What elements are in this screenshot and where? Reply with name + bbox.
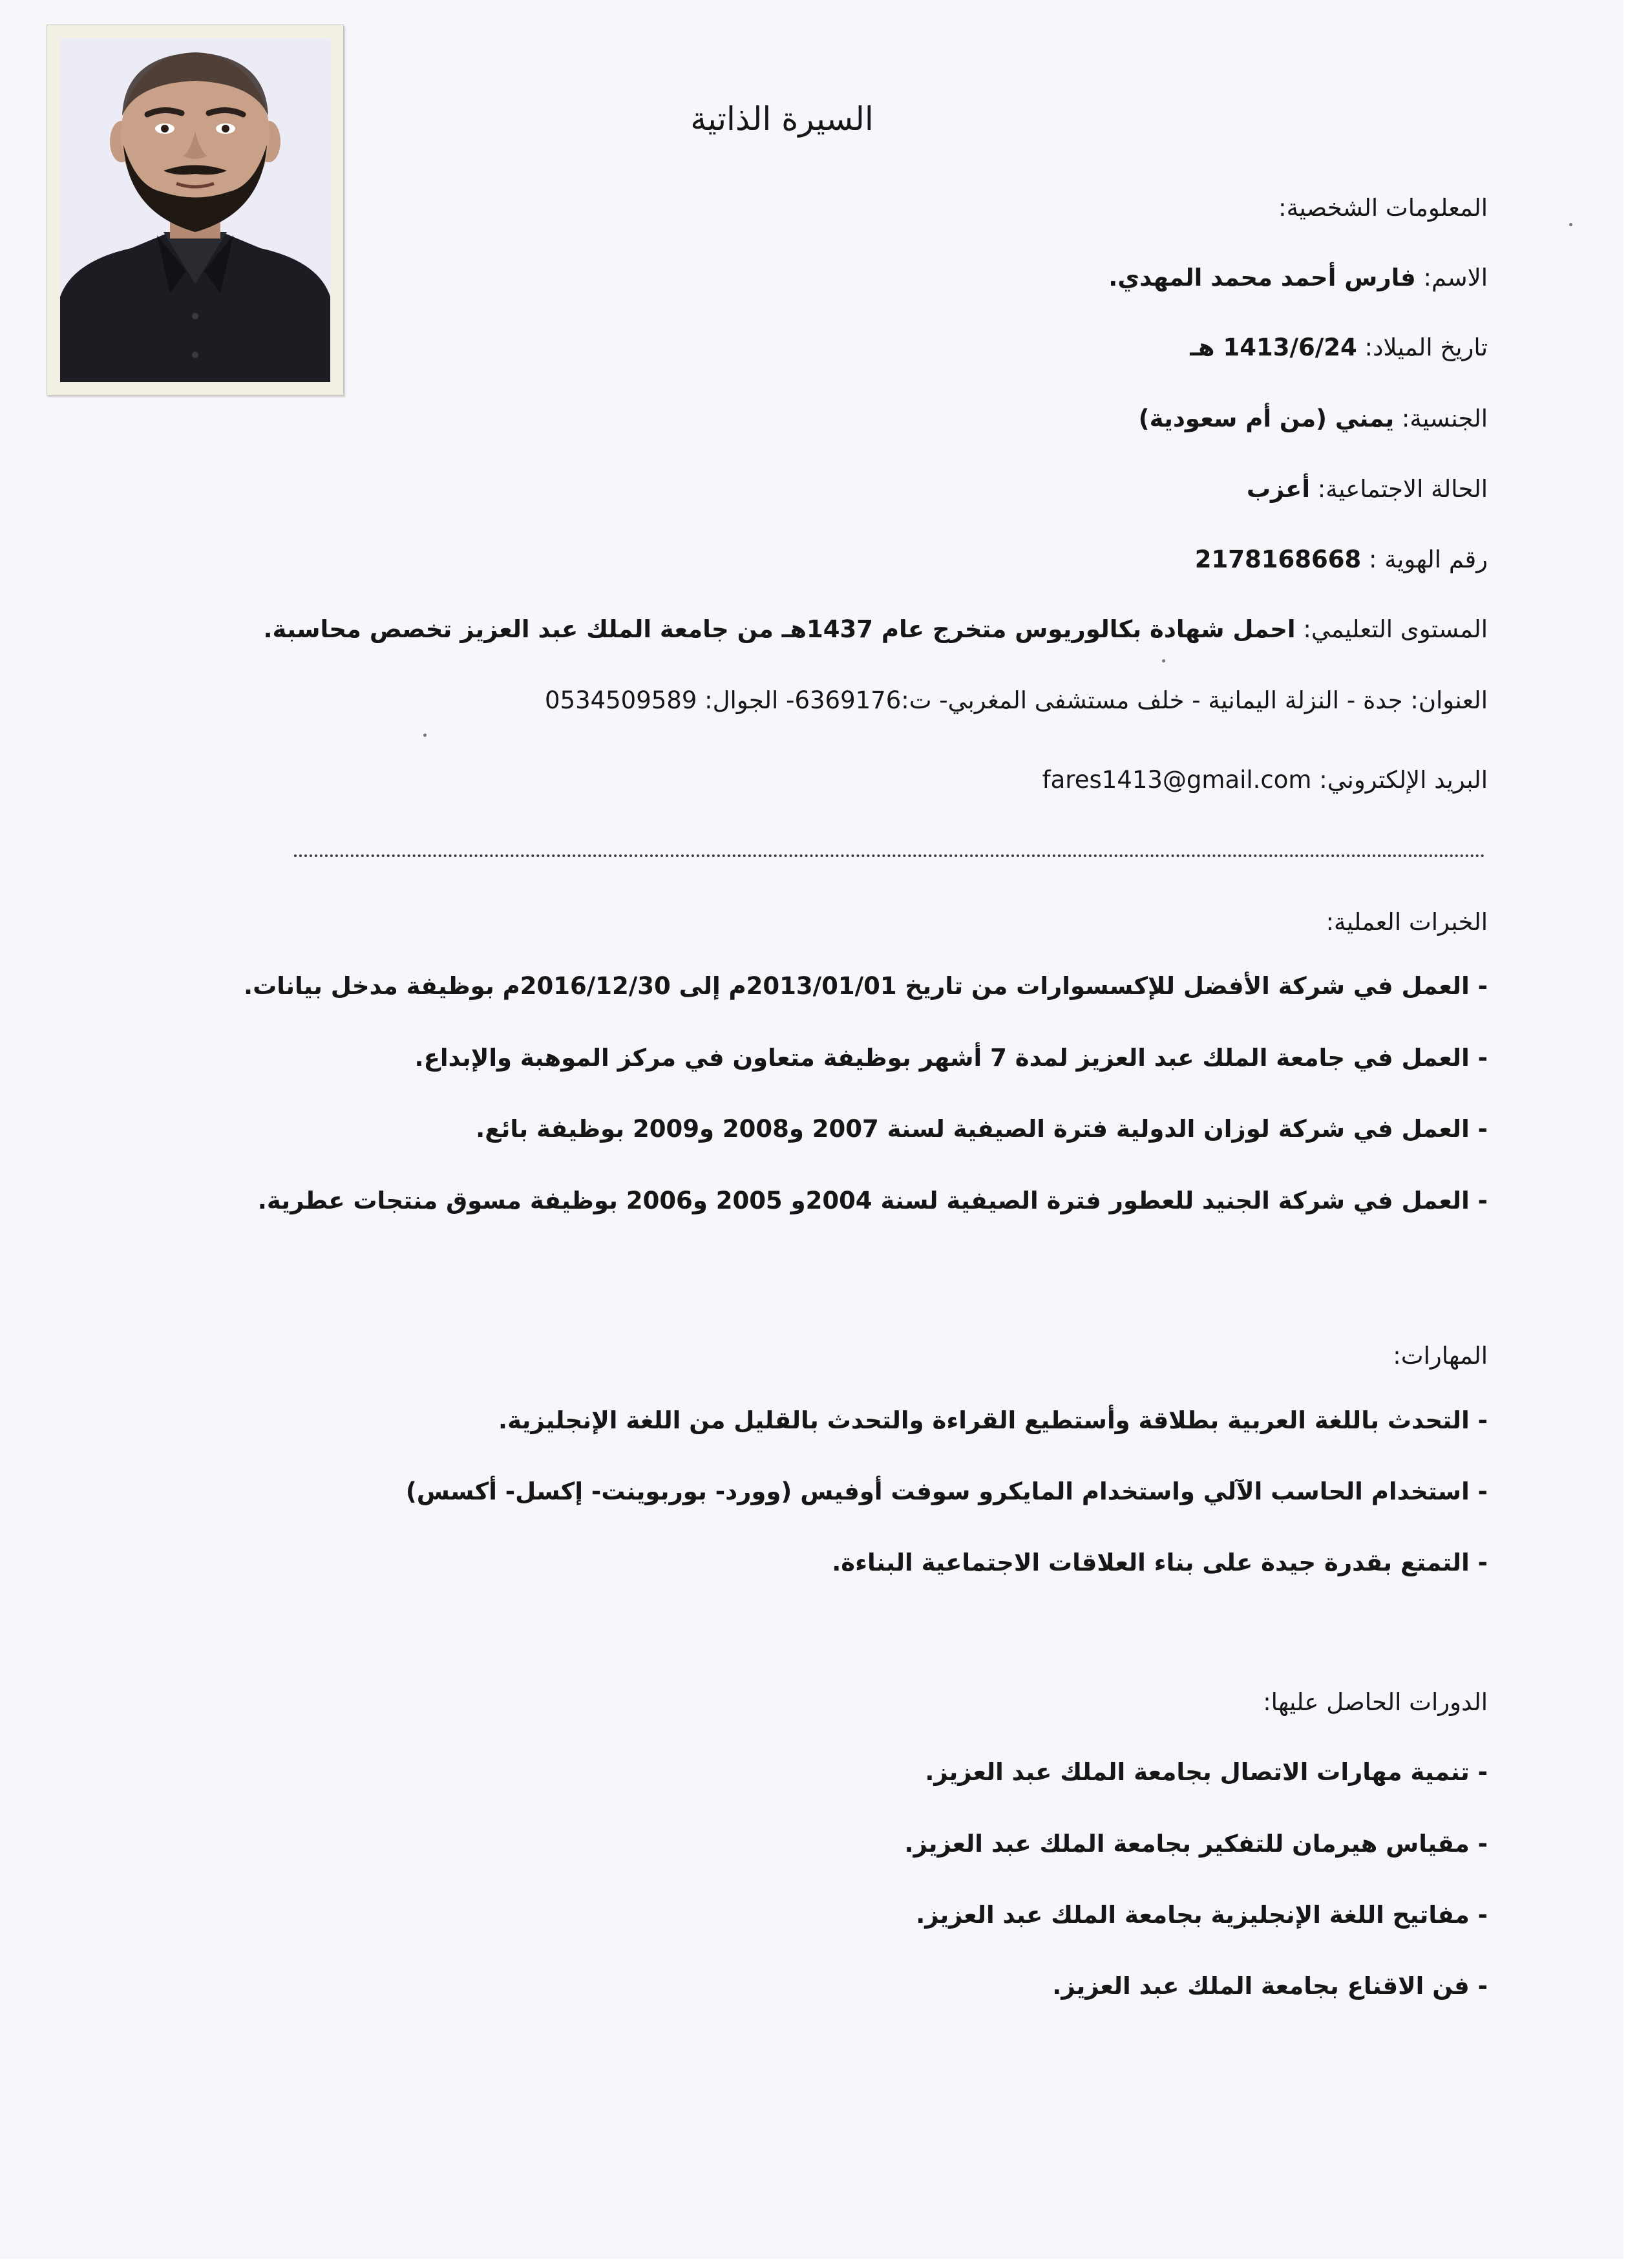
course-item: - تنمية مهارات الاتصال بجامعة الملك عبد العزيز. [925,1758,1488,1786]
personal-info-heading: المعلومات الشخصية: [1278,194,1488,222]
marital-status-label: الحالة الاجتماعية: [1317,475,1488,503]
id-number-field [1195,546,1488,574]
scan-speck [1569,223,1572,226]
photo-frame [47,25,344,396]
scan-bottom-edge [0,2259,1648,2268]
experience-heading: الخبرات العملية: [1326,908,1488,936]
id-number-value: 2178168668 [1194,546,1362,573]
scan-edge [1623,0,1648,2268]
nationality-label: الجنسية: [1401,405,1488,432]
birthdate-label: تاريخ الميلاد: [1364,334,1488,361]
experience-item: - العمل في جامعة الملك عبد العزيز لمدة 7 أشهر بوظيفة متعاون في مركز الموهبة والإبداع. [414,1044,1488,1072]
course-item: - فن الاقناع بجامعة الملك عبد العزيز. [1052,1972,1488,2000]
email-label: البريد الإلكتروني: [1319,766,1488,794]
address-value: جدة - النزلة اليمانية - خلف مستشفى المغربي- ت:6369176- الجوال: 0534509589 [544,686,1403,714]
portrait-photo [60,38,330,382]
marital-status-field [1247,475,1488,503]
email-field [1042,766,1488,794]
nationality-value: يمني (من أم سعودية) [1138,405,1395,432]
skills-item: - استخدام الحاسب الآلي واستخدام المايكرو سوفت أوفيس (وورد- بوربوينت- إكسل- أكسس) [405,1478,1488,1505]
course-item: - مفاتيح اللغة الإنجليزية بجامعة الملك عبد العزيز. [916,1901,1488,1929]
name-field [1108,264,1488,292]
skills-item: - التحدث باللغة العربية بطلاقة وأستطيع القراءة والتحدث بالقليل من اللغة الإنجليزية. [498,1406,1488,1434]
scan-speck [423,734,427,737]
name-label: الاسم: [1423,264,1488,291]
name-value: فارس أحمد محمد المهدي. [1108,264,1416,291]
marital-status-value: أعزب [1246,475,1311,503]
section-divider [294,854,1485,857]
birthdate-field [1190,334,1488,362]
address-label: العنوان: [1410,686,1488,714]
email-value: fares1413@gmail.com [1042,766,1312,794]
courses-heading: الدورات الحاصل عليها: [1263,1688,1488,1716]
course-item: - مقياس هيرمان للتفكير بجامعة الملك عبد العزيز. [904,1830,1488,1858]
experience-item: - العمل في شركة الأفضل للإكسسوارات من تاريخ 2013/01/01م إلى 2016/12/30م بوظيفة مدخل بيانات. [244,972,1488,1000]
experience-item: - العمل في شركة لوزان الدولية فترة الصيفية لسنة 2007 و2008 و2009 بوظيفة بائع. [476,1115,1488,1143]
experience-item: - العمل في شركة الجنيد للعطور فترة الصيفية لسنة 2004و 2005 و2006 بوظيفة مسوق منتجات عطرية. [257,1187,1488,1214]
skills-item: - التمتع بقدرة جيدة على بناء العلاقات الاجتماعية البناءة. [832,1549,1488,1576]
nationality-field [1139,405,1488,433]
id-number-label: رقم الهوية : [1368,546,1488,573]
skills-heading: المهارات: [1393,1342,1488,1370]
address-field [545,686,1488,715]
education-field [264,615,1488,644]
birthdate-value: 1413/6/24 هـ [1190,334,1357,361]
education-label: المستوى التعليمي: [1303,615,1488,643]
scan-speck [1162,659,1165,662]
document-title: السيرة الذاتية [690,100,874,138]
education-value: احمل شهادة بكالوريوس متخرج عام 1437هـ من جامعة الملك عبد العزيز تخصص محاسبة. [263,615,1296,643]
